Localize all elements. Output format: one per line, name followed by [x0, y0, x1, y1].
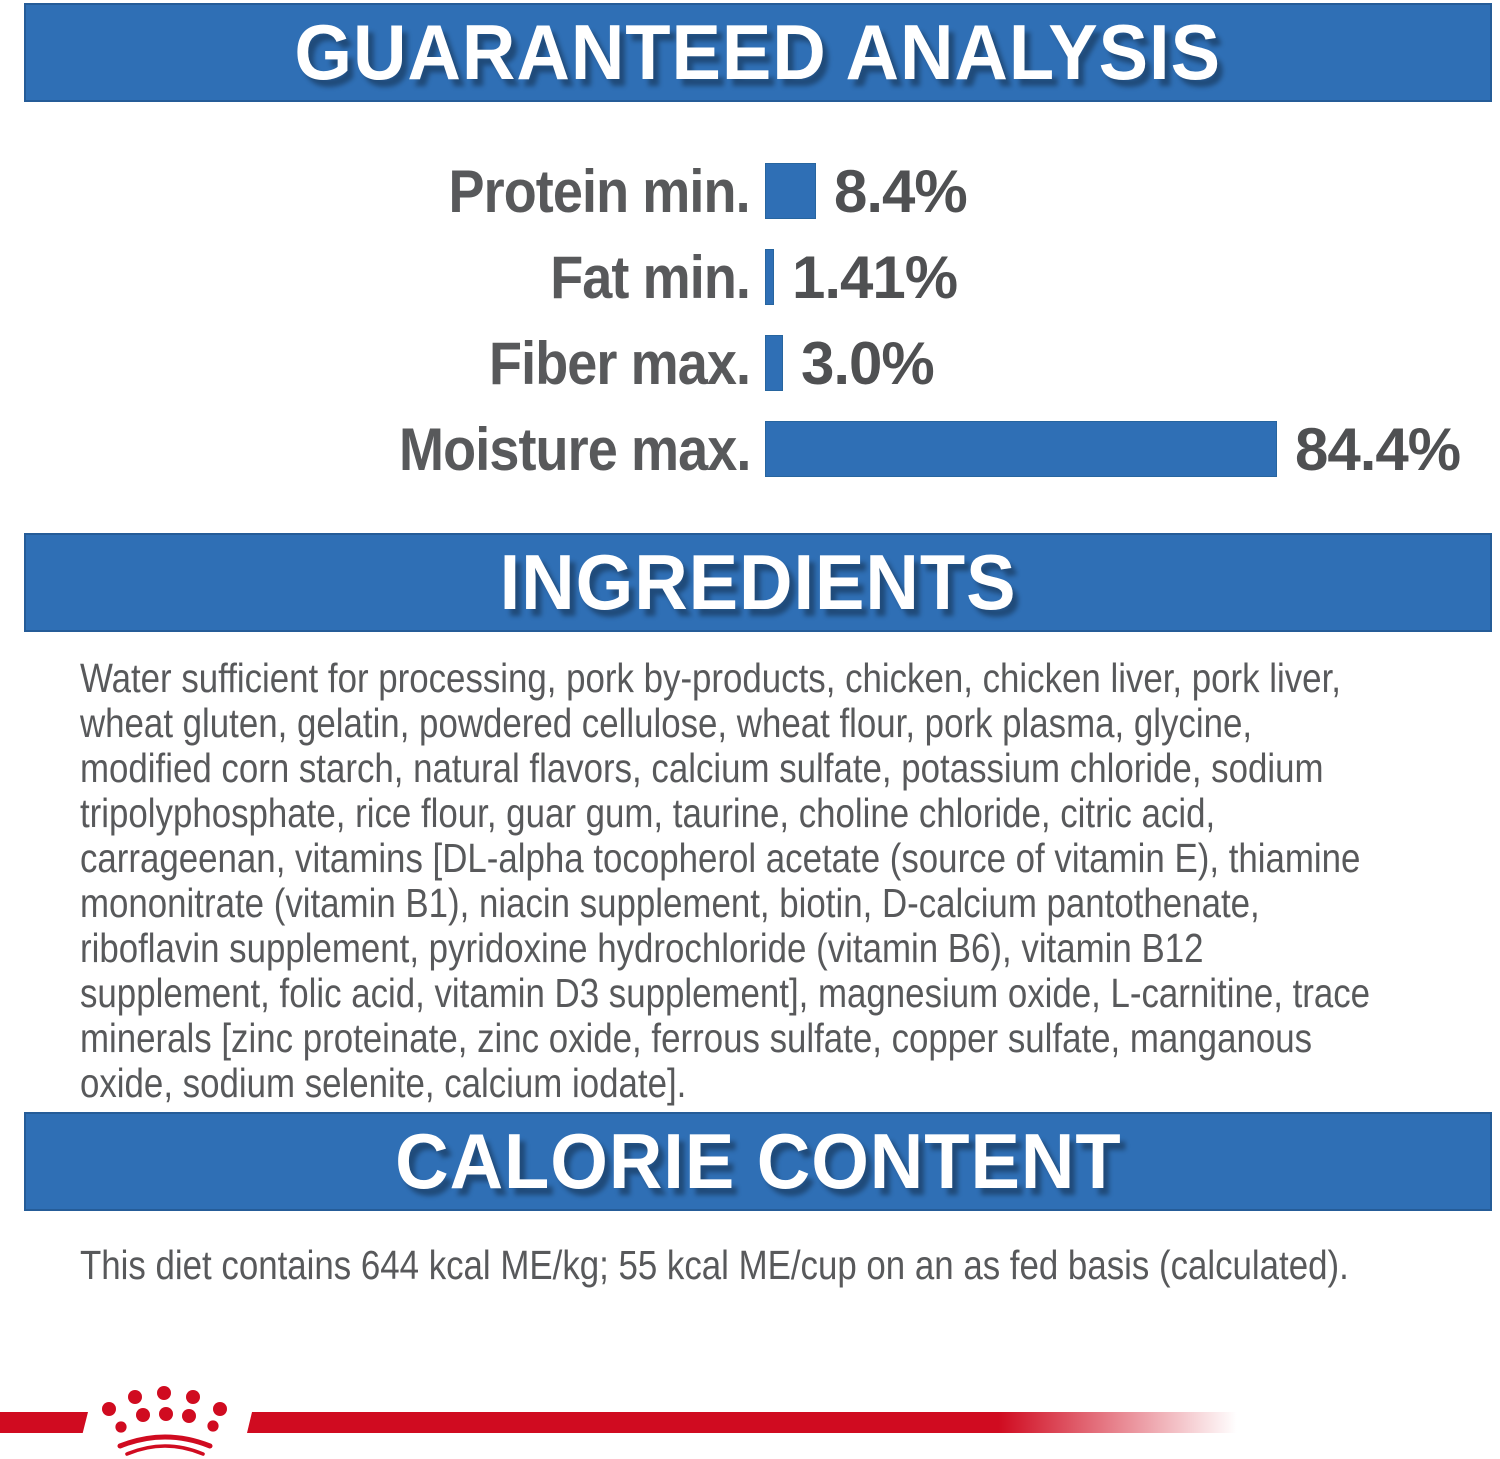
ga-bar-protein [765, 163, 816, 219]
ga-value-fat: 1.41% [792, 243, 958, 311]
ingredients-title: INGREDIENTS [499, 538, 1017, 626]
ga-label-fiber: Fiber max. [488, 329, 750, 397]
calorie-content-text: This diet contains 644 kcal ME/kg; 55 kcal ME/cup on an as fed basis (calculated). [80, 1242, 1349, 1288]
ingredients-line: wheat gluten, gelatin, powdered cellulose, wheat flour, pork plasma, glycine, [80, 700, 1253, 746]
ingredients-text [80, 656, 1500, 1106]
ga-row-fat [0, 234, 1500, 320]
ingredients-line: tripolyphosphate, rice flour, guar gum, taurine, choline chloride, citric acid, [80, 790, 1216, 836]
ga-label-moisture: Moisture max. [398, 415, 750, 483]
ga-label-protein: Protein min. [448, 157, 750, 225]
ingredients-line: mononitrate (vitamin B1), niacin supplement, biotin, D-calcium pantothenate, [80, 880, 1260, 926]
guaranteed-analysis-banner [24, 3, 1492, 102]
royal-canin-crown-logo [95, 1385, 235, 1459]
ingredients-banner [24, 533, 1492, 632]
ga-bar-moisture [765, 421, 1277, 477]
ingredients-line: minerals [zinc proteinate, zinc oxide, ferrous sulfate, copper sulfate, manganous [80, 1015, 1313, 1061]
ga-value-fiber: 3.0% [801, 329, 934, 397]
ga-row-moisture [0, 406, 1500, 492]
ingredients-line: Water sufficient for processing, pork by-products, chicken, chicken liver, pork liver, [80, 655, 1341, 701]
calorie-content-title: CALORIE CONTENT [394, 1117, 1122, 1205]
ga-bar-fiber [765, 335, 783, 391]
ingredients-line: modified corn starch, natural flavors, calcium sulfate, potassium chloride, sodium [80, 745, 1324, 791]
ingredients-line: riboflavin supplement, pyridoxine hydrochloride (vitamin B6), vitamin B12 [80, 925, 1204, 971]
ingredients-line: carrageenan, vitamins [DL-alpha tocopherol acetate (source of vitamin E), thiamine [80, 835, 1361, 881]
ga-row-protein [0, 148, 1500, 234]
ingredients-line: supplement, folic acid, vitamin D3 supplement], magnesium oxide, L-carnitine, trace [80, 970, 1371, 1016]
ga-row-fiber [0, 320, 1500, 406]
guaranteed-analysis-chart [0, 148, 1500, 492]
ga-value-protein: 8.4% [834, 157, 967, 225]
ingredients-line: oxide, sodium selenite, calcium iodate]. [80, 1060, 687, 1106]
calorie-content-banner [24, 1112, 1492, 1211]
ga-label-fat: Fat min. [550, 243, 750, 311]
ga-bar-fat [765, 249, 774, 305]
red-stripe-right [247, 1412, 1500, 1433]
red-stripe-left [0, 1412, 88, 1433]
guaranteed-analysis-title: GUARANTEED ANALYSIS [294, 8, 1222, 96]
ga-value-moisture: 84.4% [1295, 415, 1461, 483]
